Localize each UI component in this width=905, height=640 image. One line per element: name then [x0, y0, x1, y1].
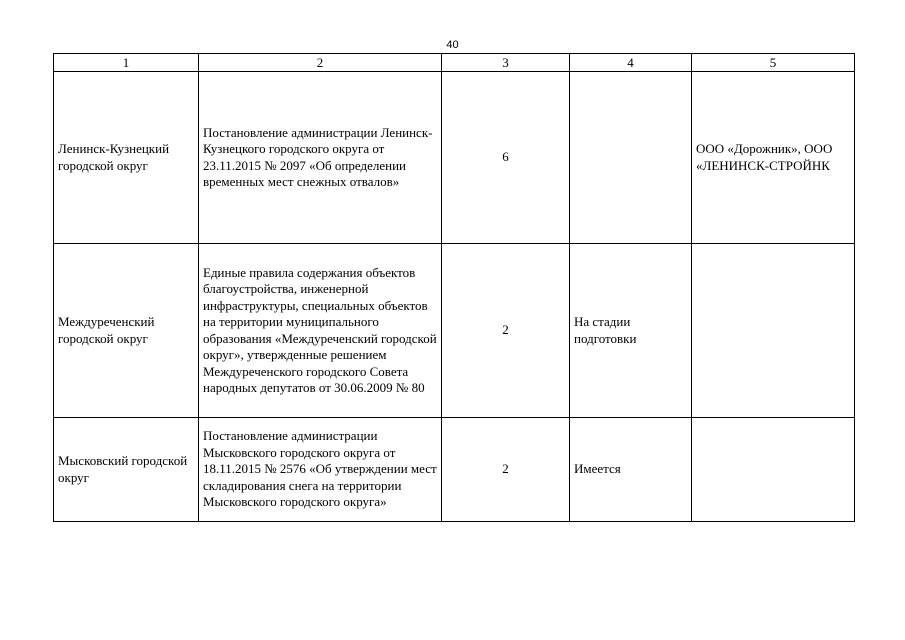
district-cell: Ленинск-Кузнецкий городской округ [54, 72, 199, 244]
column-header-5: 5 [692, 54, 855, 72]
table-row [54, 72, 855, 244]
column-header-2: 2 [199, 54, 442, 72]
status-cell: На стадии подготовки [570, 244, 692, 418]
column-header-3: 3 [442, 54, 570, 72]
count-cell: 2 [442, 244, 570, 418]
document-cell: Постановление администрации Ленинск-Кузнецкого городского округа от 23.11.2015 № 2097 «Об определении временных мест снежных отвалов» [199, 72, 442, 244]
contractor-cell: ООО «Дорожник», ООО «ЛЕНИНСК-СТРОЙНК [692, 72, 855, 244]
count-cell: 6 [442, 72, 570, 244]
page-number: 40 [446, 39, 459, 51]
status-cell [570, 72, 692, 244]
contractor-cell [692, 244, 855, 418]
contractor-cell [692, 418, 855, 522]
document-cell: Постановление администрации Мысковского городского округа от 18.11.2015 № 2576 «Об утверждении мест складирования снега на территории Мысковского городского округа» [199, 418, 442, 522]
column-header-4: 4 [570, 54, 692, 72]
document-cell: Единые правила содержания объектов благоустройства, инженерной инфраструктуры, специальных объектов на территории муниципального образования «Междуреченский городской округ», утвержденные решением Междуреченского городского Совета народных депутатов от 30.06.2009 № 80 [199, 244, 442, 418]
district-cell: Мысковский городской округ [54, 418, 199, 522]
table-row [54, 244, 855, 418]
district-cell: Междуреченский городской округ [54, 244, 199, 418]
table-header-row [54, 54, 855, 72]
status-cell: Имеется [570, 418, 692, 522]
column-header-1: 1 [54, 54, 199, 72]
snow-storage-table [53, 53, 855, 522]
count-cell: 2 [442, 418, 570, 522]
table-row [54, 418, 855, 522]
